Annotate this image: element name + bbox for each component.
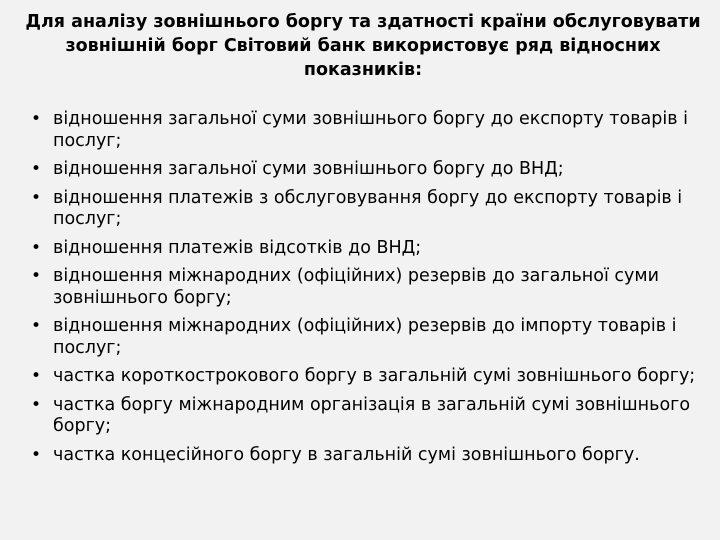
list-item	[22, 159, 704, 181]
list-item	[22, 109, 704, 152]
list-item-text: частка боргу міжнародним організація в загальній сумі зовнішнього боргу;	[53, 394, 691, 436]
bullet-icon: •	[31, 266, 42, 286]
indicator-list	[22, 109, 704, 466]
list-item-text: відношення платежів з обслуговування боргу до експорту товарів і послуг;	[53, 187, 683, 229]
bullet-icon: •	[31, 159, 42, 179]
bullet-icon: •	[31, 444, 42, 465]
list-item	[22, 445, 704, 467]
list-item	[22, 316, 704, 359]
bullet-icon: •	[31, 187, 42, 208]
list-item-text: частка короткострокового боргу в загальній сумі зовнішнього боргу;	[53, 366, 696, 386]
slide-title: Для аналізу зовнішнього боргу та здатності країни обслуговувати зовнішній борг Світовий банк використовує ряд відносних показників:	[25, 12, 701, 80]
list-item-text: частка концесійного боргу в загальній сумі зовнішнього боргу.	[53, 444, 640, 465]
list-item	[22, 395, 704, 438]
list-item	[22, 188, 704, 231]
list-item	[22, 238, 704, 260]
bullet-icon: •	[31, 366, 42, 386]
list-item-text: відношення загальної суми зовнішнього боргу до ВНД;	[53, 159, 564, 179]
bullet-icon: •	[31, 394, 42, 415]
bullet-icon: •	[31, 109, 42, 129]
list-item-text: відношення міжнародних (офіційних) резервів до імпорту товарів і послуг;	[53, 316, 677, 358]
list-item-text: відношення міжнародних (офіційних) резервів до загальної суми зовнішнього боргу;	[53, 266, 659, 308]
bullet-icon: •	[31, 316, 42, 336]
bullet-icon: •	[31, 237, 42, 258]
list-item	[22, 266, 704, 309]
list-item-text: відношення платежів відсотків до ВНД;	[53, 237, 422, 258]
list-item-text: відношення загальної суми зовнішнього боргу до експорту товарів і послуг;	[53, 109, 688, 151]
list-item	[22, 366, 704, 388]
